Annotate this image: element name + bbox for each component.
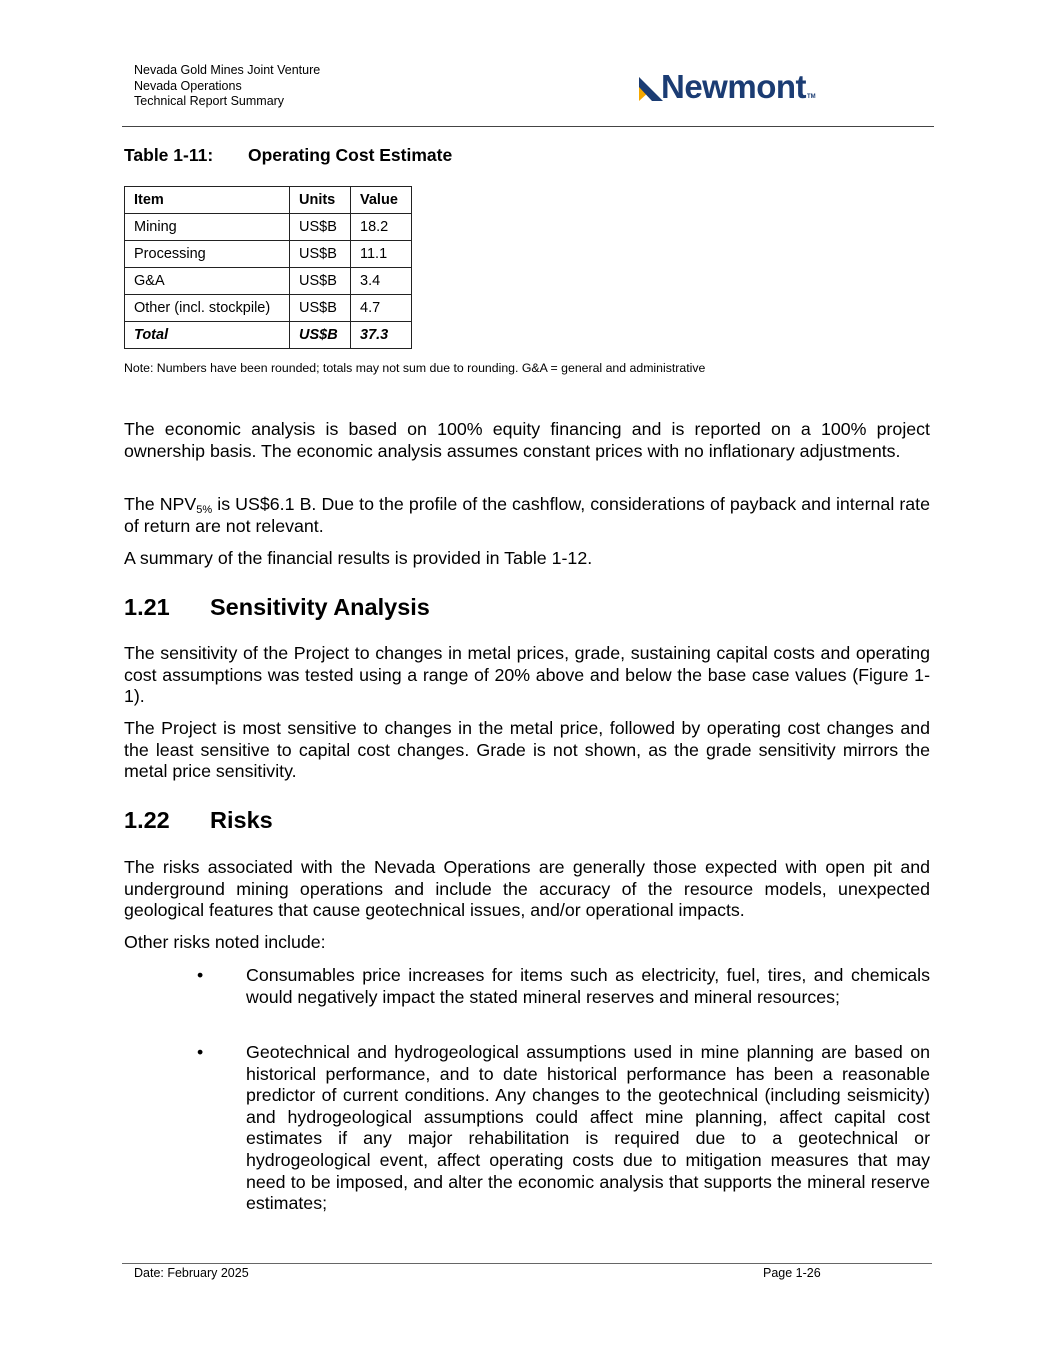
table-caption — [124, 145, 452, 166]
table-header-row — [125, 187, 412, 214]
bullet-marker: • — [197, 1042, 204, 1062]
header-line-operations: Nevada Operations — [134, 78, 242, 93]
table-cell: 37.3 — [351, 322, 412, 349]
npv-text-rest: is US$6.1 B. Due to the profile of the cashflow, considerations of payback and internal rate of return are not relevant. — [124, 494, 930, 536]
section-heading-risks — [124, 807, 273, 834]
table-cell: 11.1 — [351, 241, 412, 268]
logo-trademark: TM — [807, 94, 816, 100]
bullet-geotechnical: Geotechnical and hydrogeological assumptions used in mine planning are based on historical performance, and to date historical performance has been a reasonable predictor of current conditions. Any changes to the geotechnical (including seismicity) and hydrogeological assumptions could affect mine planning, affect capital cost estimates if any major rehabilitation is required due to a geotechnical or hydrogeological event, affect operating costs due to mitigation measures that may need to be imposed, and alter the economic analysis that supports the mineral reserve estimates; — [246, 1042, 930, 1214]
section-heading-sensitivity — [124, 594, 430, 621]
column-header: Units — [290, 187, 351, 214]
table-cell: US$B — [290, 214, 351, 241]
table-cell: Mining — [125, 214, 290, 241]
bullet-consumables: Consumables price increases for items such as electricity, fuel, tires, and chemicals would negatively impact the stated mineral reserves and mineral resources; — [246, 965, 930, 1007]
paragraph-summary-ref: A summary of the financial results is provided in Table 1-12. — [124, 548, 593, 568]
npv-subscript: 5% — [196, 504, 213, 516]
table-cell: 18.2 — [351, 214, 412, 241]
table-row — [125, 268, 412, 295]
footer-page-number: Page 1-26 — [763, 1266, 821, 1280]
table-note: Note: Numbers have been rounded; totals may not sum due to rounding. G&A = general and administrative — [124, 361, 706, 375]
header-rule — [122, 126, 934, 127]
paragraph-sensitivity-result: The Project is most sensitive to changes in the metal price, followed by operating cost changes and the least sensitive to capital cost changes. Grade is not shown, as the grade sensitivity mirrors the metal price sensitivity. — [124, 718, 930, 782]
footer-rule — [122, 1263, 932, 1264]
column-header: Value — [351, 187, 412, 214]
operating-cost-table — [124, 186, 412, 349]
table-cell: Processing — [125, 241, 290, 268]
table-number: Table 1-11: — [124, 145, 214, 165]
header-line-report: Technical Report Summary — [134, 94, 285, 108]
section-title: Risks — [210, 807, 273, 833]
section-title: Sensitivity Analysis — [210, 594, 430, 620]
paragraph-other-risks: Other risks noted include: — [124, 932, 326, 952]
paragraph-risks: The risks associated with the Nevada Operations are generally those expected with open pit and underground mining operations and include the accuracy of the resource models, unexpected geological features that cause geotechnical issues, and/or operational impacts. — [124, 857, 930, 921]
table-title: Operating Cost Estimate — [248, 145, 453, 165]
table-cell: US$B — [290, 295, 351, 322]
table-cell: G&A — [125, 268, 290, 295]
paragraph-sensitivity-test: The sensitivity of the Project to changes in metal prices, grade, sustaining capital costs and operating cost assumptions was tested using a range of 20% above and below the base case values (Figure 1-1). — [124, 643, 930, 707]
section-number: 1.22 — [124, 807, 170, 833]
npv-text: The NPV — [124, 494, 197, 514]
newmont-logo — [638, 66, 816, 105]
running-header — [134, 63, 320, 110]
table-cell: Other (incl. stockpile) — [125, 295, 290, 322]
table-cell: 4.7 — [351, 295, 412, 322]
table-cell: Total — [125, 322, 290, 349]
table-cell: US$B — [290, 241, 351, 268]
logo-wordmark: Newmont — [661, 68, 806, 105]
column-header: Item — [125, 187, 290, 214]
table-cell: US$B — [290, 268, 351, 295]
table-row — [125, 241, 412, 268]
table-row — [125, 214, 412, 241]
header-line-company: Nevada Gold Mines Joint Venture — [134, 63, 321, 77]
table-cell: 3.4 — [351, 268, 412, 295]
table-row — [125, 295, 412, 322]
footer-date: Date: February 2025 — [134, 1266, 249, 1280]
bullet-marker: • — [197, 965, 204, 985]
table-total-row — [125, 322, 412, 349]
table-cell: US$B — [290, 322, 351, 349]
paragraph-economic-basis: The economic analysis is based on 100% equity financing and is reported on a 100% project ownership basis. The economic analysis assumes constant prices with no inflationary adjustments. — [124, 419, 930, 461]
paragraph-npv — [124, 494, 930, 537]
section-number: 1.21 — [124, 594, 170, 620]
